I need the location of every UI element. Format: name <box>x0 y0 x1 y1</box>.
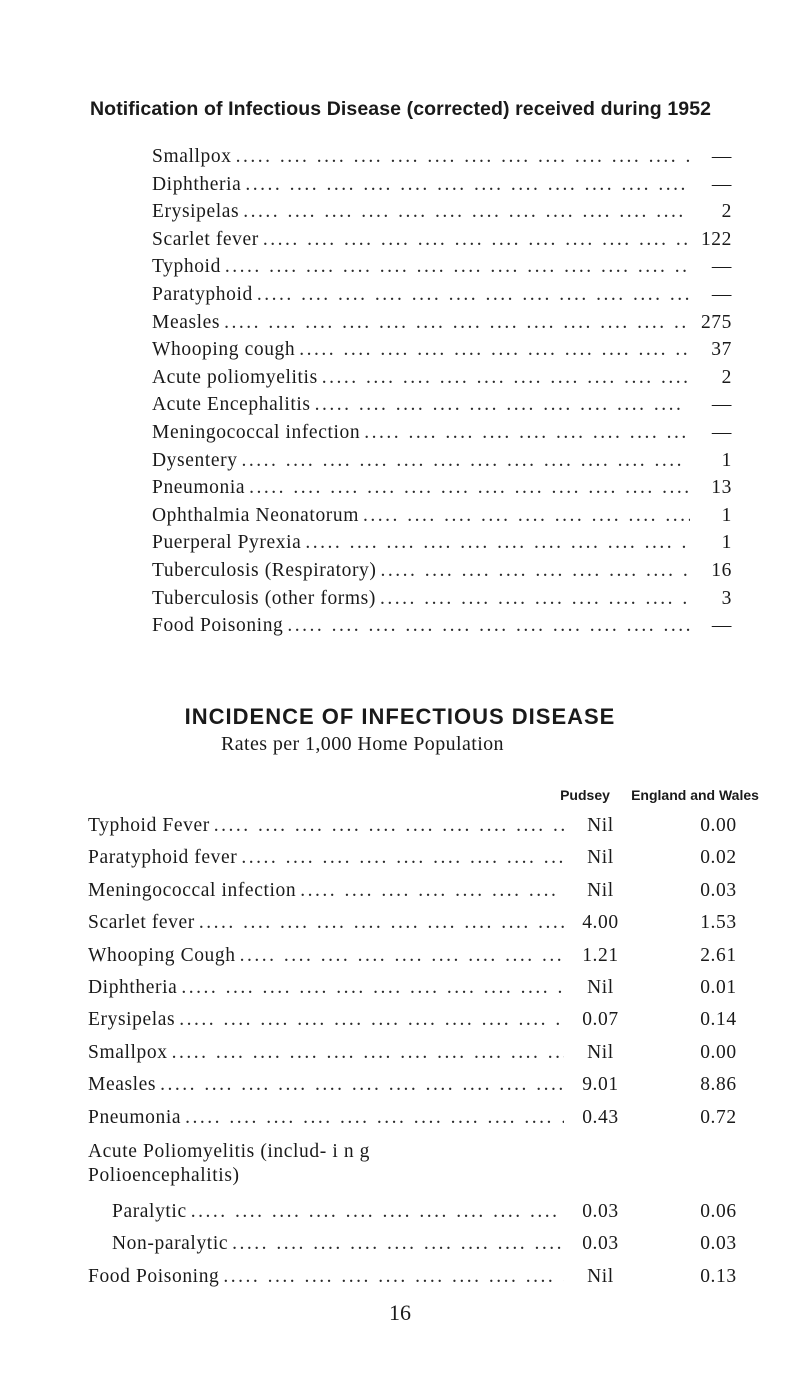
polio-group-label: Acute Poliomyelitis (includ- i n g Polioencephalitis) <box>88 1140 370 1186</box>
incidence-label-cell <box>88 1037 568 1069</box>
incidence-label-cell <box>88 1196 568 1228</box>
incidence-label-cell <box>88 972 568 1004</box>
incidence-row <box>88 842 788 874</box>
disease-label: Food Poisoning <box>152 615 284 637</box>
england-wales-rate: 1.53 <box>700 912 737 934</box>
case-count: — <box>711 394 732 416</box>
disease-label: Diphtheria <box>152 173 242 195</box>
notification-row <box>152 171 732 199</box>
dot-leader <box>232 1228 564 1260</box>
dot-leader <box>245 171 690 199</box>
incidence-row <box>88 1069 788 1101</box>
disease-label: Smallpox <box>88 1041 168 1063</box>
case-count: 1 <box>721 449 732 471</box>
disease-label: Erysipelas <box>88 1009 176 1031</box>
england-wales-rate: 0.03 <box>700 1233 737 1255</box>
dot-leader <box>160 1069 564 1101</box>
disease-label: Pneumonia <box>88 1106 182 1128</box>
dot-leader <box>243 198 690 226</box>
disease-label: Acute poliomyelitis <box>152 366 318 388</box>
case-count: — <box>711 256 732 278</box>
pudsey-rate: 4.00 <box>582 912 619 934</box>
incidence-label-cell <box>88 875 568 907</box>
dot-leader <box>191 1196 564 1228</box>
pudsey-rate: Nil <box>587 1041 614 1063</box>
case-count: 1 <box>721 504 732 526</box>
notification-row <box>152 226 732 254</box>
dot-leader <box>223 1261 564 1293</box>
page-number: 16 <box>389 1300 411 1325</box>
england-wales-rate: 0.72 <box>700 1106 737 1128</box>
disease-label: Erysipelas <box>152 201 240 223</box>
england-wales-rate: 0.03 <box>700 879 737 901</box>
incidence-row <box>88 1004 788 1036</box>
incidence-row <box>88 972 788 1004</box>
incidence-row <box>88 907 788 939</box>
case-count: 275 <box>700 311 732 333</box>
dot-leader <box>287 612 690 640</box>
dot-leader <box>199 907 564 939</box>
dot-leader <box>300 875 564 907</box>
dot-leader <box>263 226 690 254</box>
disease-label: Tuberculosis (other forms) <box>152 587 376 609</box>
dot-leader <box>380 585 690 613</box>
case-count: 37 <box>711 339 732 361</box>
notification-row <box>152 502 732 530</box>
disease-label: Meningococcal infection <box>152 421 361 443</box>
incidence-row <box>88 810 788 842</box>
england-wales-rate: 0.02 <box>700 847 737 869</box>
incidence-label-cell <box>88 940 568 972</box>
case-count: 2 <box>721 366 732 388</box>
incidence-title: INCIDENCE OF INFECTIOUS DISEASE <box>184 704 616 729</box>
notification-row <box>152 557 732 585</box>
england-wales-rate: 0.00 <box>700 815 737 836</box>
notification-row <box>152 143 732 171</box>
dot-leader <box>242 447 690 475</box>
case-count: — <box>711 615 732 637</box>
disease-label: Pneumonia <box>152 477 246 499</box>
disease-label: Meningococcal infection <box>88 879 297 901</box>
notification-row <box>152 447 732 475</box>
incidence-label-cell <box>88 1004 568 1036</box>
england-wales-rate: 0.06 <box>700 1200 737 1222</box>
disease-label: Dysentery <box>152 449 238 471</box>
incidence-row <box>88 940 788 972</box>
incidence-row <box>88 1196 788 1228</box>
dot-leader <box>181 972 564 1004</box>
pudsey-rate: Nil <box>587 815 614 836</box>
dot-leader <box>240 940 564 972</box>
england-wales-rate: 8.86 <box>700 1074 737 1096</box>
incidence-label-cell <box>88 1228 568 1260</box>
pudsey-rate: 0.43 <box>582 1106 619 1128</box>
case-count: — <box>711 173 732 195</box>
pudsey-rate: 0.07 <box>582 1009 619 1031</box>
dot-leader <box>322 364 690 392</box>
notification-row <box>152 391 732 419</box>
pudsey-rate: 1.21 <box>582 944 619 966</box>
column-header-england-wales: England and Wales <box>631 787 759 803</box>
pudsey-rate: Nil <box>587 1265 614 1287</box>
case-count: 1 <box>721 532 732 554</box>
dot-leader <box>236 143 690 171</box>
dot-leader <box>214 810 564 842</box>
notification-row <box>152 198 732 226</box>
incidence-table <box>88 810 788 1293</box>
disease-label: Whooping cough <box>152 339 296 361</box>
pudsey-rate: 0.03 <box>582 1200 619 1222</box>
dot-leader <box>249 474 690 502</box>
case-count: — <box>711 421 732 443</box>
dot-leader <box>257 281 690 309</box>
dot-leader <box>363 502 690 530</box>
incidence-row <box>88 1037 788 1069</box>
notification-row <box>152 474 732 502</box>
incidence-row <box>88 1228 788 1260</box>
notification-list <box>152 143 732 640</box>
notification-row <box>152 529 732 557</box>
dot-leader <box>185 1102 564 1134</box>
disease-label: Diphtheria <box>88 976 178 998</box>
disease-label: Ophthalmia Neonatorum <box>152 504 360 526</box>
pudsey-rate: Nil <box>587 879 614 901</box>
disease-label: Puerperal Pyrexia <box>152 532 302 554</box>
pudsey-rate: Nil <box>587 976 614 998</box>
incidence-label-cell <box>88 810 568 842</box>
dot-leader <box>305 529 690 557</box>
disease-label: Smallpox <box>152 146 232 167</box>
disease-label: Measles <box>88 1074 157 1096</box>
pudsey-rate: 9.01 <box>582 1074 619 1096</box>
incidence-label-cell <box>88 1102 568 1134</box>
incidence-label-cell <box>88 1261 568 1293</box>
case-count: 16 <box>711 559 732 581</box>
pudsey-rate: Nil <box>587 847 614 869</box>
case-count: 3 <box>721 587 732 609</box>
case-count: 122 <box>700 228 732 250</box>
disease-label: Paralytic <box>112 1200 187 1222</box>
england-wales-rate: 2.61 <box>700 944 737 966</box>
column-header-pudsey: Pudsey <box>560 787 610 803</box>
notification-row <box>152 336 732 364</box>
case-count: 13 <box>711 477 732 499</box>
england-wales-rate: 0.01 <box>700 976 737 998</box>
notification-row <box>152 364 732 392</box>
disease-label: Paratyphoid <box>152 283 253 305</box>
disease-label: Non-paralytic <box>112 1233 229 1255</box>
disease-label: Whooping Cough <box>88 944 236 966</box>
notification-row <box>152 281 732 309</box>
dot-leader <box>224 309 690 337</box>
disease-label: Acute Encephalitis <box>152 394 311 416</box>
dot-leader <box>241 842 564 874</box>
notification-row <box>152 419 732 447</box>
dot-leader <box>225 253 690 281</box>
disease-label: Scarlet fever <box>88 912 195 934</box>
dot-leader <box>380 557 690 585</box>
disease-label: Paratyphoid fever <box>88 847 238 869</box>
england-wales-rate: 0.13 <box>700 1265 737 1287</box>
case-count: — <box>711 146 732 167</box>
disease-label: Typhoid Fever <box>88 815 210 836</box>
dot-leader <box>179 1004 564 1036</box>
disease-label: Scarlet fever <box>152 228 259 250</box>
incidence-label-cell <box>88 907 568 939</box>
england-wales-rate: 0.00 <box>700 1041 737 1063</box>
dot-leader <box>364 419 690 447</box>
incidence-row <box>88 875 788 907</box>
england-wales-rate: 0.14 <box>700 1009 737 1031</box>
incidence-row <box>88 1261 788 1293</box>
notification-row <box>152 585 732 613</box>
disease-label: Measles <box>152 311 221 333</box>
dot-leader <box>299 336 690 364</box>
notification-row <box>152 612 732 640</box>
incidence-subtitle: Rates per 1,000 Home Population <box>221 733 504 755</box>
disease-label: Tuberculosis (Respiratory) <box>152 559 377 581</box>
incidence-label-cell <box>88 1069 568 1101</box>
pudsey-rate: 0.03 <box>582 1233 619 1255</box>
notification-row <box>152 309 732 337</box>
incidence-label-cell <box>88 842 568 874</box>
case-count: — <box>711 283 732 305</box>
notification-heading: Notification of Infectious Disease (corrected) received during 1952 <box>90 98 712 120</box>
dot-leader <box>172 1037 564 1069</box>
disease-label: Food Poisoning <box>88 1265 220 1287</box>
case-count: 2 <box>721 201 732 223</box>
dot-leader <box>315 391 690 419</box>
disease-label: Typhoid <box>152 256 221 278</box>
notification-row <box>152 253 732 281</box>
incidence-row <box>88 1102 788 1134</box>
